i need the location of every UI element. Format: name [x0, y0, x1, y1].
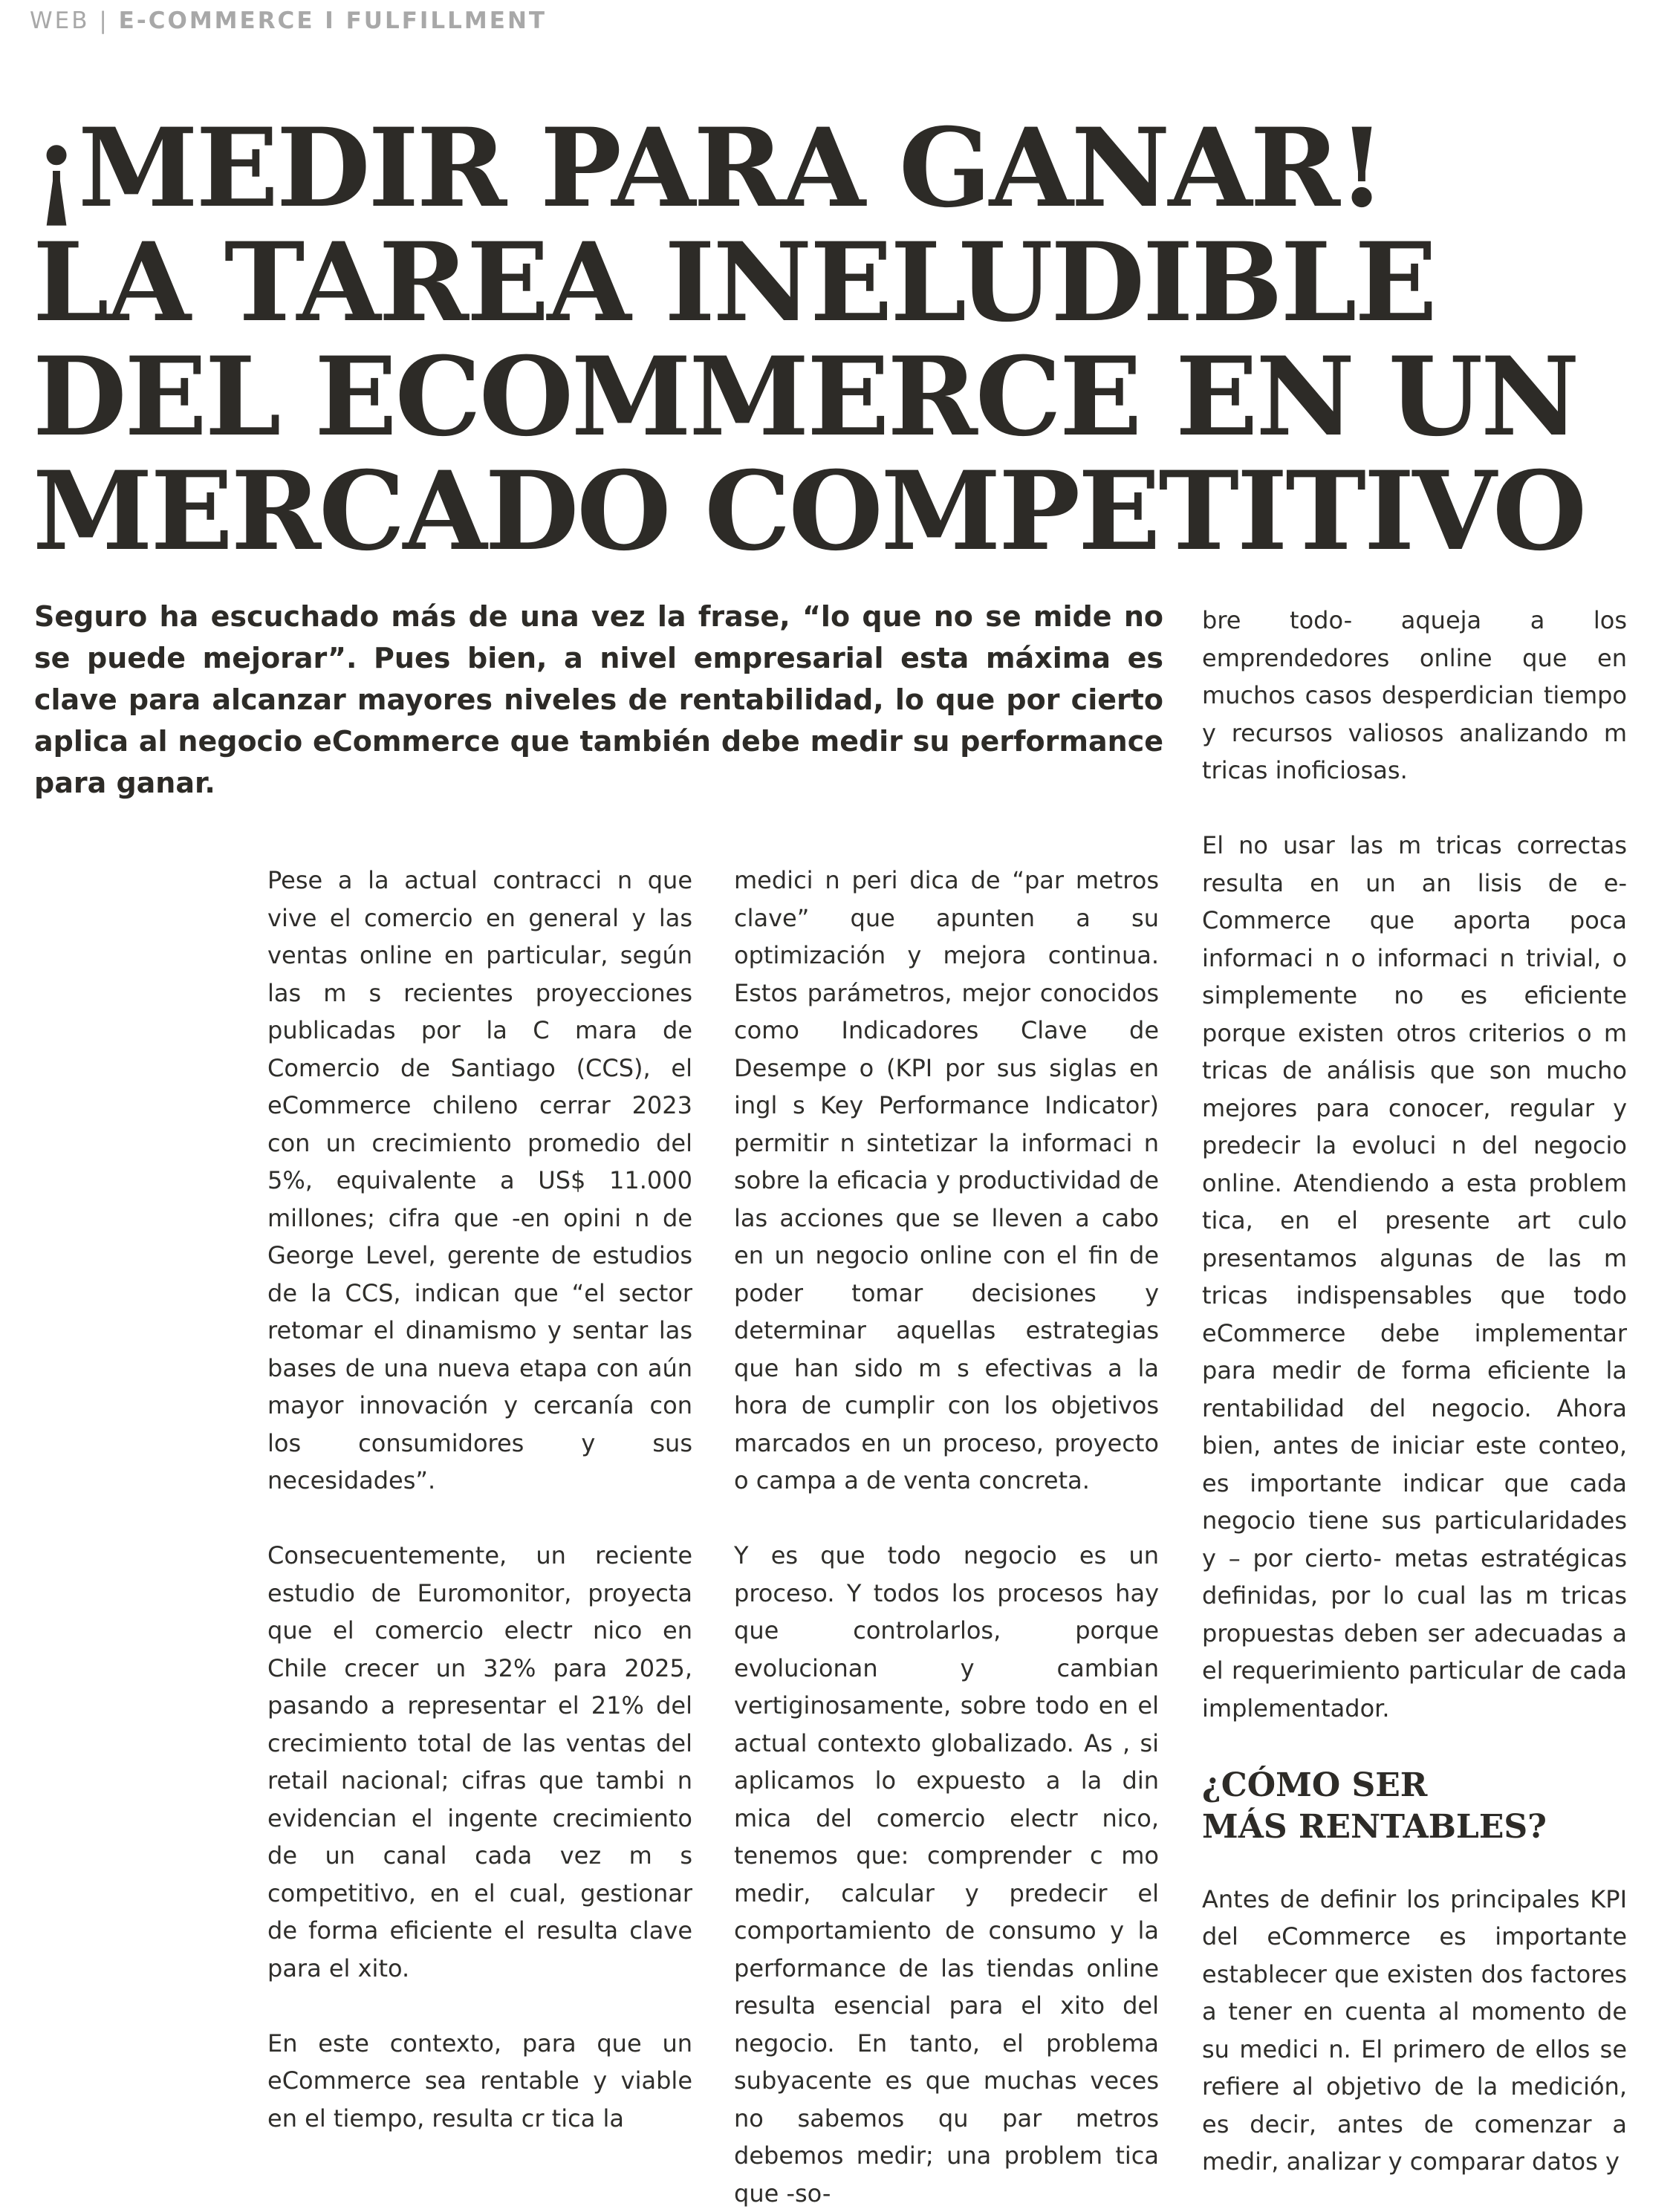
text-column-1 — [267, 862, 692, 2137]
section-label-category: E-COMMERCE I FULFILLMENT — [118, 7, 548, 34]
title-line-2: LA TAREA INELUDIBLE — [33, 219, 1435, 346]
paragraph: Pese a la actual contracci n que vive el comercio en general y las ventas online en particular, según las m s recientes proyecciones publicadas por la C mara de Comercio de Santiago (CCS), el eCommerce chileno cerrar 2023 con un crecimiento promedio del 5%, equivalente a US$ 11.000 millones; cifra que -en opini n de George Level, gerente de estudios de la CCS, indican que “el sector retomar el dinamismo y sentar las bases de una nueva etapa con aún mayor innovación y cercanía con los consumidores y sus necesidades”. — [267, 866, 692, 1494]
paragraph: El no usar las m tricas correctas resulta en un an lisis de e-Commerce que aporta poca informaci n o informaci n trivial, o simplemente no es eficiente porque existen otros criterios o m tricas de análisis que son mucho mejores para conocer, regular y predecir la evoluci n del negocio online. Atendiendo a esta problem tica, en el presente art culo presentamos algunas de las m tricas indispensables que todo eCommerce debe implementar para medir de forma eficiente la rentabilidad del negocio. Ahora bien, antes de iniciar este conteo, es importante indicar que cada negocio tiene sus particularidades y – por cierto- metas estratégicas definidas, por lo cual las m tricas propuestas deben ser adecuadas a el requerimiento particular de cada implementador. — [1202, 831, 1627, 1723]
paragraph: Antes de definir los principales KPI del eCommerce es importante establecer que existen dos factores a tener en cuenta al momento de su medici n. El primero de ellos se refiere al objetivo de la medición, es decir, antes de comenzar a medir, analizar y comparar datos y — [1202, 1884, 1627, 2176]
article-title — [33, 105, 1637, 575]
paragraph: bre todo- aqueja a los emprendedores online que en muchos casos desperdician tiempo y recursos valiosos analizando m tricas inoficiosas. — [1202, 606, 1627, 784]
text-column-3 — [1202, 602, 1627, 2181]
text-column-2 — [734, 862, 1159, 2212]
paragraph: medici n peri dica de “par metros clave” que apunten a su optimización y mejora continua. Estos parámetros, mejor conocidos como Indicadores Clave de Desempe o (KPI por sus siglas en ingl s Key Performance Indicator) permitir n sintetizar la informaci n sobre la eficacia y productividad de las acciones que se lleven a cabo en un negocio online con el fin de poder tomar decisiones y determinar aquellas estrategias que han sido m s efectivas a la hora de cumplir con los objetivos marcados en un proceso, proyecto o campa a de venta concreta. — [734, 866, 1159, 1494]
subheading-line-1: ¿CÓMO SER — [1202, 1766, 1428, 1804]
article-lead: Seguro ha escuchado más de una vez la frase, “lo que no se mide no se puede mejorar”. Pues bien, a nivel empresarial esta máxima es clave para alcanzar mayores niveles de rentabilidad, lo que por cierto aplica al negocio eCommerce que también debe medir su performance para ganar. — [34, 600, 1163, 799]
title-line-4: MERCADO COMPETITIVO — [33, 448, 1585, 575]
paragraph: Y es que todo negocio es un proceso. Y todos los procesos hay que controlarlos, porque evolucionan y cambian vertiginosamente, sobre todo en el actual contexto globalizado. As , si aplicamos lo expuesto a la din mica del comercio electr nico, tenemos que: comprender c mo medir, calcular y predecir el comportamiento de consumo y la performance de las tiendas online resulta esencial para el xito del negocio. En tanto, el problema subyacente es que muchas veces no sabemos qu par metros debemos medir; una problem tica que -so- — [734, 1541, 1159, 2208]
title-line-3: DEL ECOMMERCE EN UN — [33, 334, 1578, 461]
subheading-line-2: MÁS RENTABLES? — [1202, 1807, 1547, 1846]
paragraph: En este contexto, para que un eCommerce sea rentable y viable en el tiempo, resulta cr tica la — [267, 2029, 692, 2133]
paragraph: Consecuentemente, un reciente estudio de Euromonitor, proyecta que el comercio electr nico en Chile crecer un 32% para 2025, pasando a representar el 21% del crecimiento total de las ventas del retail nacional; cifras que tambi n evidencian el ingente crecimiento de un canal cada vez m s competitivo, en el cual, gestionar de forma eficiente el resulta clave para el xito. — [267, 1541, 692, 1982]
section-label — [30, 7, 547, 34]
subheading — [1202, 1765, 1627, 1848]
title-line-1: ¡MEDIR PARA GANAR! — [33, 105, 1384, 232]
section-label-web: WEB | — [30, 7, 119, 34]
